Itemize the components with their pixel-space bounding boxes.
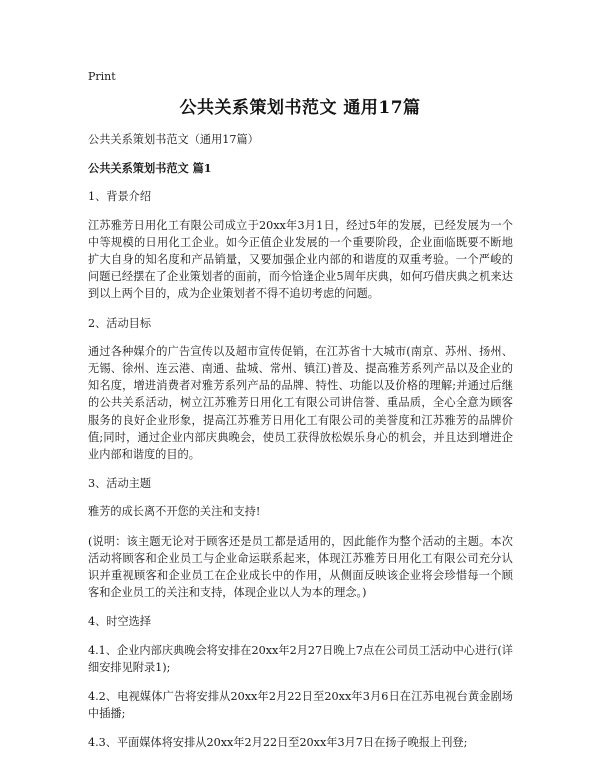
print-label: Print: [88, 70, 116, 83]
paragraph: (说明：该主题无论对于顾客还是员工都是适用的，因此能作为整个活动的主题。本次活动将顾客和企业员工与企业命运联系起来，体现江苏雅芳日用化工有限公司充分认识并重视顾客和企业员工在企业成长中的作用，从侧面反映该企业将会珍惜每一个顾客和企业员工的关注和支持，体现企业以人为本的理念。): [88, 534, 513, 600]
document-title: 公共关系策划书范文 通用17篇: [179, 98, 421, 118]
paragraph: 雅芳的成长离不开您的关注和支持!: [88, 505, 261, 519]
article-heading: 公共关系策划书范文 篇1: [88, 161, 212, 176]
paragraph: 通过各种媒介的广告宣传以及超市宣传促销，在江苏省十大城市(南京、苏州、扬州、无锡、徐州、连云港、南通、盐城、常州、镇江)普及、提高雅芳系列产品以及企业的知名度，增进消费者对雅芳系列产品的品牌、特性、功能以及价格的理解;并通过后继的公共关系活动，树立江苏雅芳日用化工有限公司讲信誉、重品质，全心全意为顾客服务的良好企业形象，提高江苏雅芳日用化工有限公司的美誉度和江苏雅芳的品牌价值;同时，通过企业内部庆典晚会，使员工获得放松娱乐身心的机会，并且达到增进企业内部和谐度的目的。: [88, 344, 513, 462]
document-body: [88, 131, 513, 764]
section-title: 4、时空选择: [88, 615, 152, 629]
paragraph: 江苏雅芳日用化工有限公司成立于20xx年3月1日，经过5年的发展，已经发展为一个中等规模的日用化工企业。如今正值企业发展的一个重要阶段，企业面临既要不断地扩大自身的知名度和产品销量，又要加强企业内部的和谐度的双重考验。一个严峻的问题已经摆在了企业策划者的面前，而今恰逢企业5周年庆典，如何巧借庆典之机来达到以上两个目的，成为企业策划者不得不追切考虑的问题。: [88, 218, 513, 301]
section-title: 3、活动主题: [88, 477, 152, 491]
paragraph: 4.2、电视媒体广告将安排从20xx年2月22日至20xx年3月6日在江苏电视台黄金剧场中插播;: [88, 690, 513, 721]
section-title: 2、活动目标: [88, 316, 152, 330]
document-subtitle: 公共关系策划书范文（通用17篇）: [88, 133, 259, 146]
section-title: 1、背景介绍: [88, 190, 152, 204]
paragraph: 4.3、平面媒体将安排从20xx年2月22日至20xx年3月7日在扬子晚报上刊登;: [88, 736, 468, 750]
paragraph: 4.1、企业内部庆典晚会将安排在20xx年2月27日晚上7点在公司员工活动中心进行(详细安排见附录1);: [88, 643, 513, 674]
